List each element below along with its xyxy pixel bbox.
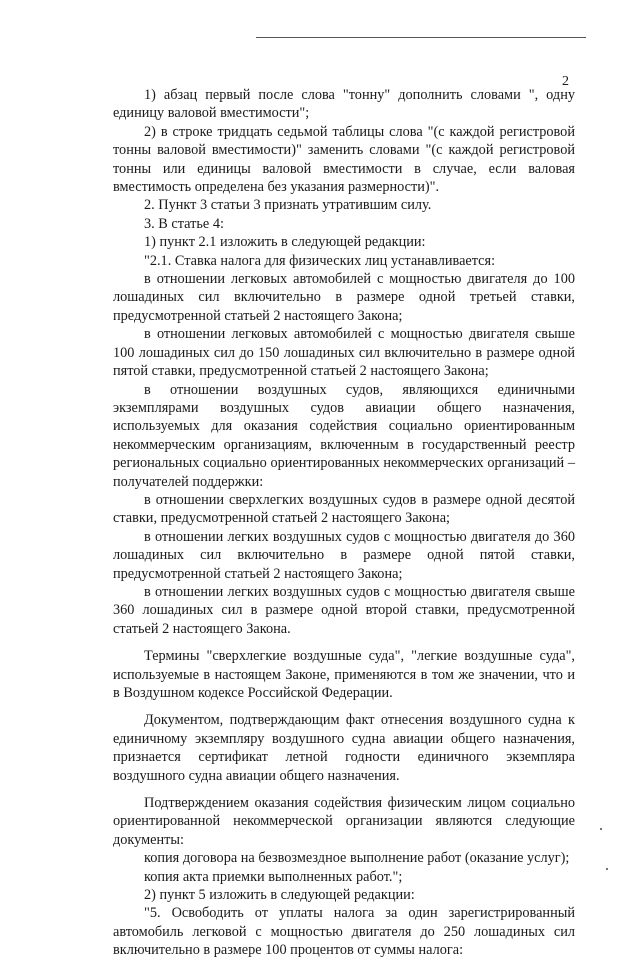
paragraph: Термины "сверхлегкие воздушные суда", "легкие воздушные суда", используемые в настоящем Законе, применяются в том же значении, что и в Воздушном кодексе Российской Федерации.	[113, 648, 575, 701]
paragraph: Подтверждением оказания содействия физическим лицом социально ориентированной некоммерческой организации являются следующие документы:	[113, 795, 575, 848]
scan-speck	[600, 828, 602, 830]
paragraph: 2) в строке тридцать седьмой таблицы слова "(с каждой регистровой тонны валовой вместимости)" заменить словами "(с каждой регистровой тонны или единицы валовой вместимости в случае, если валовая вместимость определена без указания размерности)".	[113, 123, 575, 196]
top-rule	[256, 37, 586, 38]
paragraph: в отношении воздушных судов, являющихся единичными экземплярами воздушных судов авиации общего назначения, используемых для оказания содействия социально ориентированным некоммерческим организациям, включенным в государственный реестр региональных социально ориентированных некоммерческих организаций – получателей поддержки:	[113, 381, 575, 490]
page-number: 2	[562, 74, 569, 89]
paragraph: в отношении легких воздушных судов с мощностью двигателя до 360 лошадиных сил включительно в размере одной пятой ставки, предусмотренной статьей 2 настоящего Закона;	[113, 528, 575, 582]
paragraph: 2. Пункт 3 статьи 3 признать утратившим силу.	[144, 197, 432, 214]
paragraph: в отношении легких воздушных судов с мощностью двигателя свыше 360 лошадиных сил в размере одной второй ставки, предусмотренной статьей 2 настоящего Закона.	[113, 583, 575, 637]
paragraph: копия договора на безвозмездное выполнение работ (оказание услуг);	[144, 850, 570, 867]
paragraph: 1) абзац первый после слова "тонну" дополнить словами ", одну единицу валовой вместимости";	[113, 87, 575, 122]
paragraph: Документом, подтверждающим факт отнесения воздушного судна к единичному экземпляру воздушного судна авиации общего назначения, признается сертификат летной годности единичного экземпляра воздушного судна авиации общего назначения.	[113, 712, 575, 784]
paragraph: в отношении легковых автомобилей с мощностью двигателя до 100 лошадиных сил включительно в размере одной третьей ставки, предусмотренной статьей 2 настоящего Закона;	[113, 271, 575, 324]
paragraph: в отношении сверхлегких воздушных судов в размере одной десятой ставки, предусмотренной статьей 2 настоящего Закона;	[113, 491, 575, 527]
paragraph: 1) пункт 2.1 изложить в следующей редакции:	[144, 234, 426, 251]
paragraph: в отношении легковых автомобилей с мощностью двигателя свыше 100 лошадиных сил до 150 лошадиных сил включительно в размере одной пятой ставки, предусмотренной статьей 2 настоящего Закона;	[113, 326, 575, 380]
paragraph: 2) пункт 5 изложить в следующей редакции:	[144, 887, 415, 904]
paragraph: "2.1. Ставка налога для физических лиц устанавливается:	[144, 252, 496, 269]
paragraph: 3. В статье 4:	[144, 215, 224, 232]
paragraph: "5. Освободить от уплаты налога за один зарегистрированный автомобиль легковой с мощностью двигателя до 250 лошадиных сил включительно в размере 100 процентов от суммы налога:	[113, 905, 575, 959]
scan-speck	[606, 868, 608, 870]
paragraph: копия акта приемки выполненных работ.";	[144, 868, 403, 885]
document-body	[113, 86, 575, 960]
